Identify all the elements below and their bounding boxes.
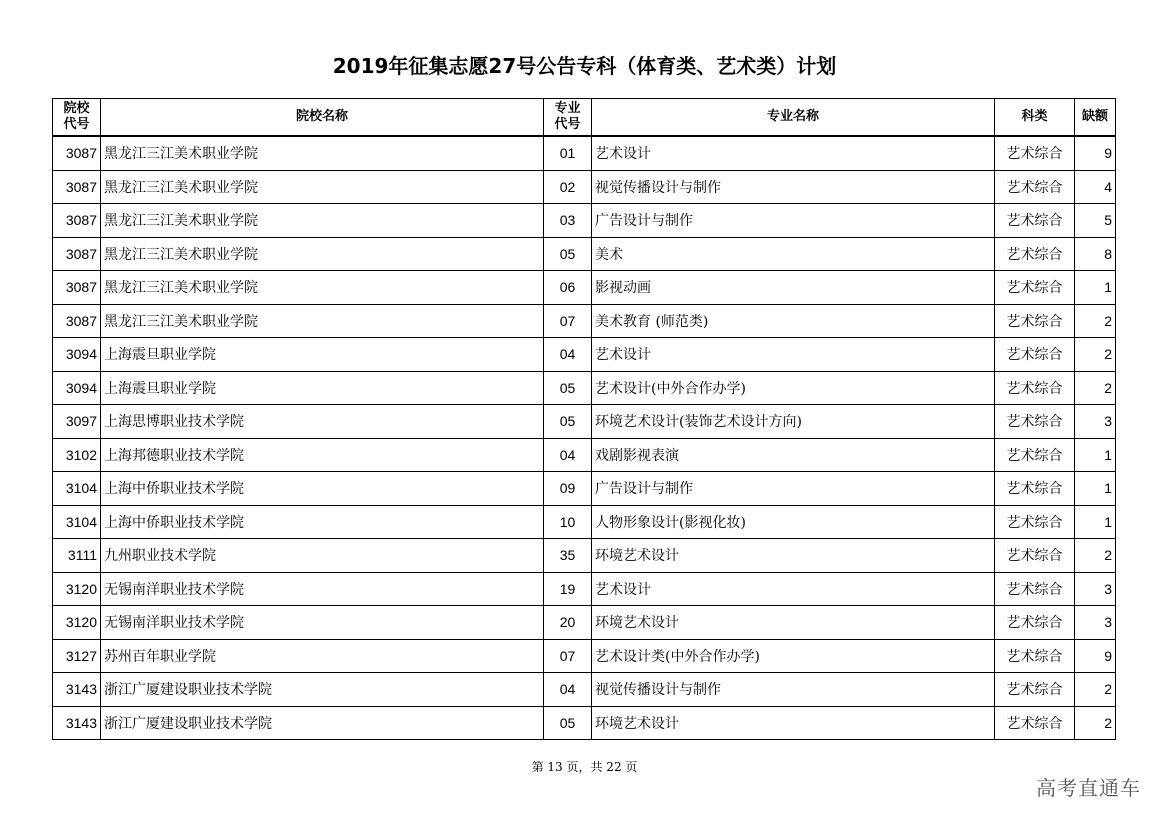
cell-major-code: 04 [544,673,592,707]
table-row [53,472,1116,506]
cell-school-code: 3087 [53,136,101,170]
cell-school-name: 黑龙江三江美术职业学院 [101,237,544,271]
cell-school-code: 3087 [53,237,101,271]
cell-school-name: 上海中侨职业技术学院 [101,505,544,539]
cell-school-code: 3104 [53,472,101,506]
table-row [53,572,1116,606]
header-major-name: 专业名称 [592,99,995,137]
header-major-code: 专业 代号 [544,99,592,137]
table-row [53,438,1116,472]
cell-major-name: 戏剧影视表演 [592,438,995,472]
cell-category: 艺术综合 [995,673,1075,707]
cell-vacancy: 3 [1075,405,1116,439]
table-row [53,371,1116,405]
table-row [53,639,1116,673]
cell-school-name: 上海邦德职业技术学院 [101,438,544,472]
cell-major-name: 环境艺术设计(装饰艺术设计方向) [592,405,995,439]
cell-category: 艺术综合 [995,237,1075,271]
table-header [53,99,1116,137]
table-body [53,136,1116,740]
cell-major-name: 环境艺术设计 [592,706,995,740]
cell-school-code: 3087 [53,170,101,204]
cell-major-name: 环境艺术设计 [592,606,995,640]
cell-major-code: 19 [544,572,592,606]
table-row [53,606,1116,640]
cell-school-name: 黑龙江三江美术职业学院 [101,170,544,204]
cell-category: 艺术综合 [995,539,1075,573]
table-row [53,673,1116,707]
cell-category: 艺术综合 [995,572,1075,606]
cell-vacancy: 3 [1075,606,1116,640]
cell-major-name: 广告设计与制作 [592,472,995,506]
cell-school-code: 3087 [53,304,101,338]
cell-vacancy: 1 [1075,438,1116,472]
cell-vacancy: 2 [1075,371,1116,405]
cell-major-name: 环境艺术设计 [592,539,995,573]
cell-major-name: 人物形象设计(影视化妆) [592,505,995,539]
cell-school-code: 3104 [53,505,101,539]
cell-school-code: 3127 [53,639,101,673]
page-footer: 第 13 页，共 22 页 [531,760,638,774]
cell-major-name: 影视动画 [592,271,995,305]
cell-vacancy: 1 [1075,472,1116,506]
cell-school-name: 浙江广厦建设职业技术学院 [101,673,544,707]
cell-school-code: 3094 [53,338,101,372]
cell-major-code: 07 [544,639,592,673]
cell-vacancy: 2 [1075,539,1116,573]
cell-school-name: 九州职业技术学院 [101,539,544,573]
cell-school-name: 上海思博职业技术学院 [101,405,544,439]
cell-vacancy: 2 [1075,304,1116,338]
cell-major-code: 04 [544,338,592,372]
cell-major-code: 02 [544,170,592,204]
cell-category: 艺术综合 [995,170,1075,204]
cell-major-name: 视觉传播设计与制作 [592,673,995,707]
cell-category: 艺术综合 [995,271,1075,305]
table-row [53,505,1116,539]
cell-vacancy: 8 [1075,237,1116,271]
header-vacancy: 缺额 [1075,99,1116,137]
cell-major-name: 艺术设计类(中外合作办学) [592,639,995,673]
cell-vacancy: 2 [1075,338,1116,372]
cell-major-code: 09 [544,472,592,506]
cell-major-code: 35 [544,539,592,573]
cell-vacancy: 5 [1075,204,1116,238]
cell-category: 艺术综合 [995,405,1075,439]
cell-major-code: 10 [544,505,592,539]
cell-school-code: 3143 [53,706,101,740]
cell-category: 艺术综合 [995,606,1075,640]
cell-major-code: 04 [544,438,592,472]
cell-major-name: 广告设计与制作 [592,204,995,238]
cell-school-name: 浙江广厦建设职业技术学院 [101,706,544,740]
table-row [53,338,1116,372]
watermark-text: 高考直通车 [1036,776,1141,800]
cell-school-name: 黑龙江三江美术职业学院 [101,136,544,170]
table-row [53,204,1116,238]
cell-category: 艺术综合 [995,438,1075,472]
cell-school-name: 上海中侨职业技术学院 [101,472,544,506]
cell-vacancy: 9 [1075,639,1116,673]
cell-category: 艺术综合 [995,706,1075,740]
cell-vacancy: 1 [1075,271,1116,305]
cell-major-name: 艺术设计 [592,572,995,606]
cell-school-code: 3102 [53,438,101,472]
cell-school-code: 3087 [53,271,101,305]
cell-major-name: 艺术设计 [592,136,995,170]
cell-category: 艺术综合 [995,204,1075,238]
cell-school-name: 苏州百年职业学院 [101,639,544,673]
cell-school-code: 3087 [53,204,101,238]
cell-major-name: 艺术设计(中外合作办学) [592,371,995,405]
table-row [53,304,1116,338]
cell-school-code: 3143 [53,673,101,707]
cell-major-code: 03 [544,204,592,238]
header-school-name: 院校名称 [101,99,544,137]
cell-major-code: 05 [544,706,592,740]
cell-school-code: 3094 [53,371,101,405]
table-row [53,136,1116,170]
cell-school-code: 3120 [53,572,101,606]
cell-school-name: 上海震旦职业学院 [101,338,544,372]
cell-category: 艺术综合 [995,338,1075,372]
cell-category: 艺术综合 [995,304,1075,338]
cell-vacancy: 9 [1075,136,1116,170]
table-row [53,706,1116,740]
cell-vacancy: 4 [1075,170,1116,204]
cell-vacancy: 2 [1075,673,1116,707]
cell-school-name: 无锡南洋职业技术学院 [101,606,544,640]
cell-category: 艺术综合 [995,639,1075,673]
cell-major-name: 美术教育 (师范类) [592,304,995,338]
table-row [53,237,1116,271]
cell-major-code: 20 [544,606,592,640]
cell-school-name: 黑龙江三江美术职业学院 [101,204,544,238]
cell-category: 艺术综合 [995,136,1075,170]
cell-category: 艺术综合 [995,472,1075,506]
document-title: 2019年征集志愿27号公告专科（体育类、艺术类）计划 [332,54,837,78]
cell-major-code: 05 [544,405,592,439]
cell-school-name: 无锡南洋职业技术学院 [101,572,544,606]
cell-school-code: 3120 [53,606,101,640]
cell-major-code: 06 [544,271,592,305]
header-school-code: 院校 代号 [53,99,101,137]
cell-category: 艺术综合 [995,371,1075,405]
cell-school-name: 黑龙江三江美术职业学院 [101,304,544,338]
cell-school-name: 上海震旦职业学院 [101,371,544,405]
cell-major-code: 05 [544,371,592,405]
cell-major-name: 视觉传播设计与制作 [592,170,995,204]
cell-major-name: 艺术设计 [592,338,995,372]
cell-major-code: 05 [544,237,592,271]
cell-school-name: 黑龙江三江美术职业学院 [101,271,544,305]
table-row [53,271,1116,305]
cell-major-name: 美术 [592,237,995,271]
table-row [53,170,1116,204]
table-row [53,405,1116,439]
header-category: 科类 [995,99,1075,137]
cell-major-code: 07 [544,304,592,338]
cell-vacancy: 1 [1075,505,1116,539]
cell-school-code: 3097 [53,405,101,439]
enrollment-plan-table [52,98,1116,740]
table-row [53,539,1116,573]
cell-school-code: 3111 [53,539,101,573]
cell-vacancy: 3 [1075,572,1116,606]
cell-category: 艺术综合 [995,505,1075,539]
cell-major-code: 01 [544,136,592,170]
cell-vacancy: 2 [1075,706,1116,740]
